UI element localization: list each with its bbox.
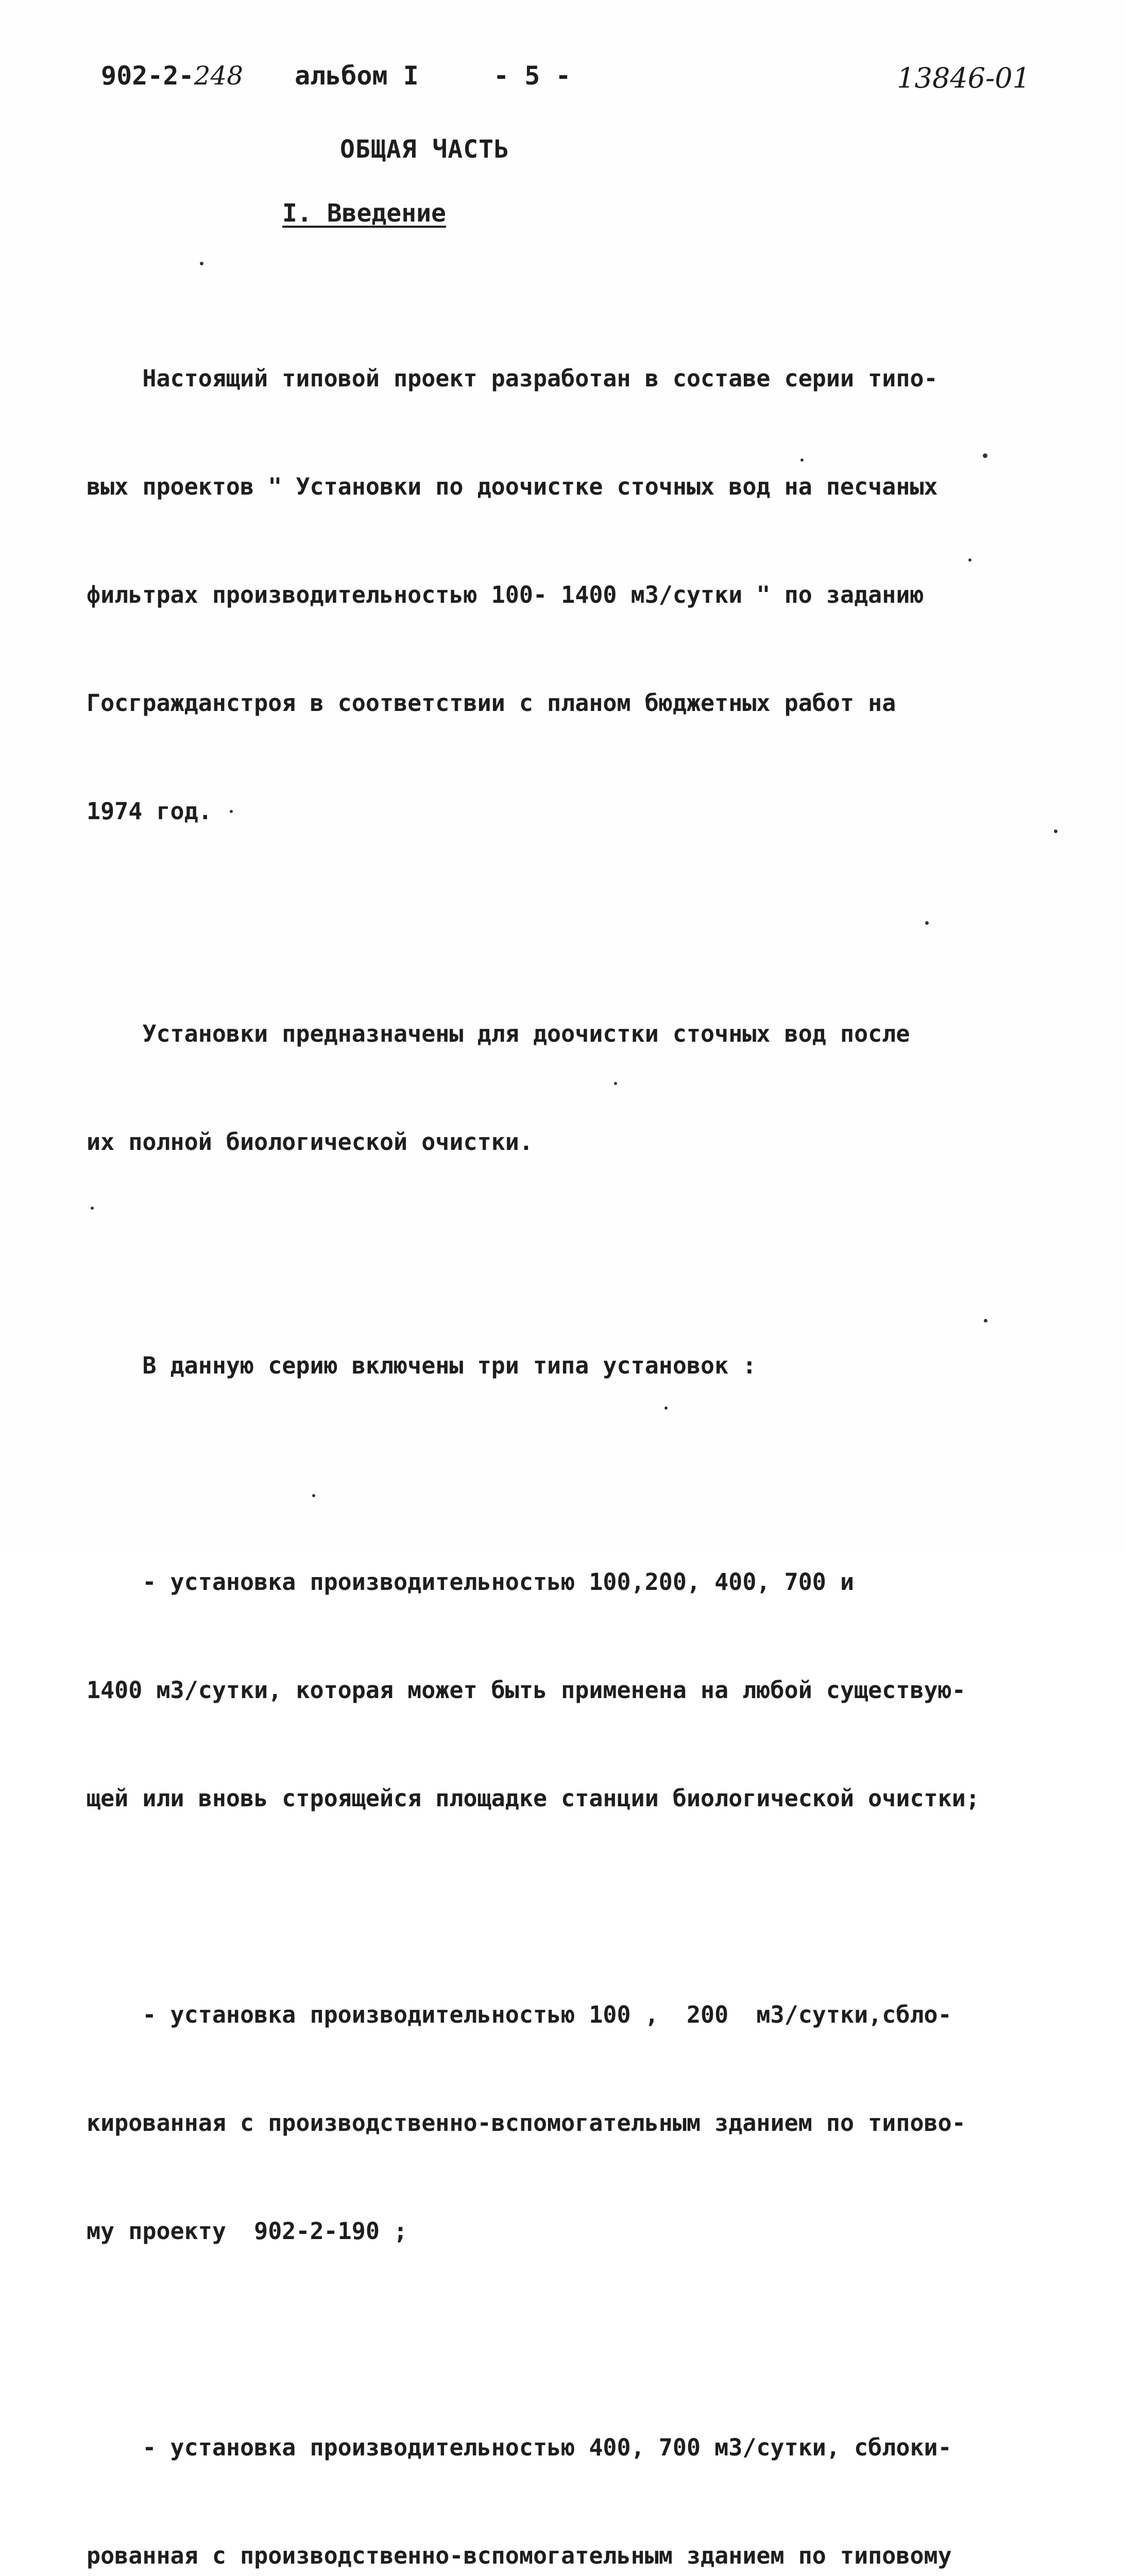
document-number: 13846-01 bbox=[897, 62, 1030, 94]
series-code: 902-2-248 bbox=[101, 61, 244, 91]
list-item-type-3: - установка производительностью 400, 700 м3/сутки, сблоки- рованная с производственно-вспомогательным зданием по типовому bbox=[87, 2434, 952, 2569]
paragraph-types: В данную серию включены три типа установок : bbox=[87, 1352, 757, 1379]
body-text bbox=[87, 289, 1055, 2576]
section-title: ОБЩАЯ ЧАСТЬ bbox=[340, 135, 509, 164]
subsection-title: I. Введение bbox=[282, 199, 446, 228]
album-label: альбом I bbox=[295, 61, 419, 91]
list-item-type-1: - установка производительностью 100,200, 400, 700 и 1400 м3/сутки, которая может быть применена на любой существую- щей или вновь строящейся площадке станции биологической очистки; bbox=[87, 1568, 980, 1812]
page-number: - 5 - bbox=[493, 61, 571, 91]
series-code-handwritten: 248 bbox=[194, 61, 244, 91]
page-header bbox=[0, 61, 1126, 102]
paragraph-intro: Настоящий типовой проект разработан в составе серии типо- вых проектов " Установки по доочистке сточных вод на песчаных фильтрах производительностью 100- 1400 м3/сутки " по заданию Госгражданстроя в соответствии с планом бюджетных работ на 1974 год. bbox=[87, 365, 938, 825]
paragraph-purpose: Установки предназначены для доочистки сточных вод после их полной биологической очистки. bbox=[87, 1020, 910, 1156]
list-item-type-2: - установка производительностью 100 , 200 м3/сутки,сбло- кированная с производственно-вспомогательным зданием по типово- му проекту 902-2-190 ; bbox=[87, 2001, 966, 2245]
